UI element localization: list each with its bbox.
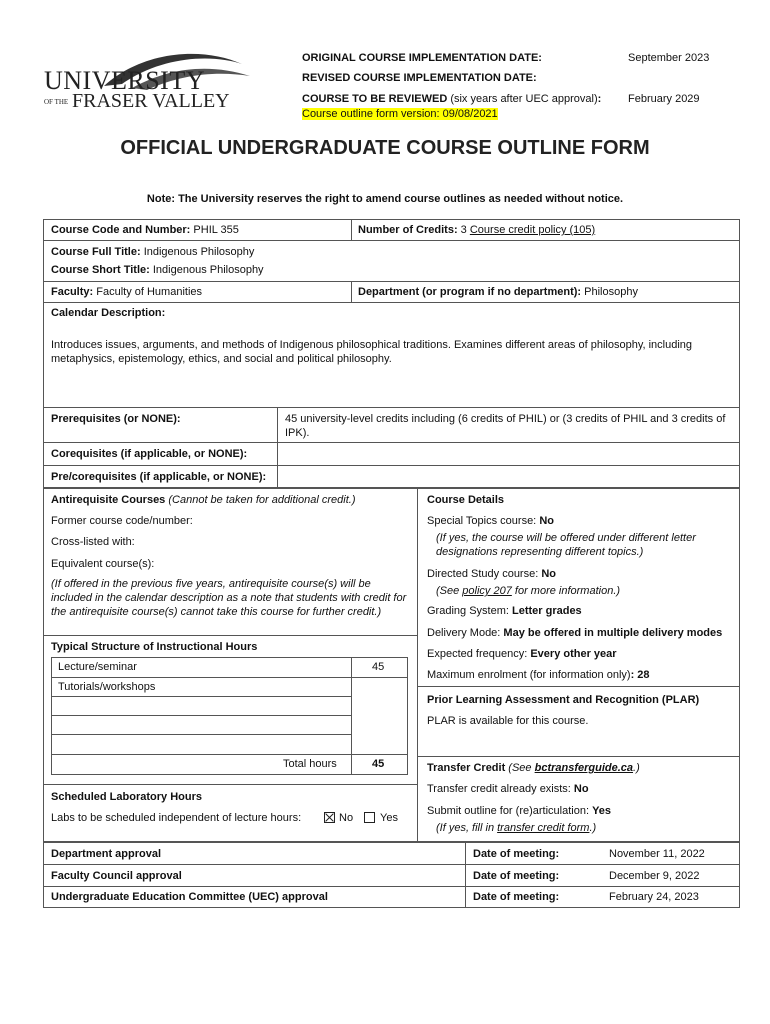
policy-207-link[interactable]: policy 207 xyxy=(462,585,512,597)
review-date-label: COURSE TO BE REVIEWED (six years after UEC approval): xyxy=(302,93,602,105)
transfer-credit-heading: Transfer Credit (See bctransferguide.ca.) xyxy=(427,762,640,774)
credit-policy-link[interactable]: Course credit policy (105) xyxy=(469,224,596,236)
page-title: OFFICIAL UNDERGRADUATE COURSE OUTLINE FORM xyxy=(120,137,650,159)
hours-row-value: 45 xyxy=(372,661,385,673)
approval-label: Undergraduate Education Committee (UEC) approval xyxy=(51,891,328,903)
lab-yes-checkbox[interactable] xyxy=(364,812,375,823)
original-date-value: September 2023 xyxy=(628,52,710,64)
bctransferguide-link[interactable]: bctransferguide.ca xyxy=(534,762,634,774)
lab-no-label: No xyxy=(339,812,354,824)
equivalent-course-label: Equivalent course(s): xyxy=(51,558,155,570)
meeting-date-label: Date of meeting: xyxy=(473,848,560,860)
plar-heading: Prior Learning Assessment and Recognition (PLAR) xyxy=(427,694,700,706)
revised-date-label: REVISED COURSE IMPLEMENTATION DATE: xyxy=(302,72,537,84)
lab-yes-label: Yes xyxy=(380,812,398,824)
course-full-title: Course Full Title: Indigenous Philosophy xyxy=(51,246,255,258)
credits: Number of Credits: 3 Course credit policy (105) xyxy=(358,224,596,236)
calendar-description-label: Calendar Description: xyxy=(51,307,166,319)
faculty: Faculty: Faculty of Humanities xyxy=(51,286,203,298)
pre-corequisites-label: Pre/corequisites (if applicable, or NONE): xyxy=(51,471,267,483)
department: Department (or program if no department): Philosophy xyxy=(358,286,638,298)
total-hours-value: 45 xyxy=(372,758,385,770)
course-code: Course Code and Number: PHIL 355 xyxy=(51,224,239,236)
meeting-date-label: Date of meeting: xyxy=(473,870,560,882)
logo-fraser-valley-text: FRASER VALLEY xyxy=(72,90,230,112)
amendment-note: Note: The University reserves the right to amend course outlines as needed without notice. xyxy=(146,193,624,205)
directed-study-note: (See policy 207 for more information.) xyxy=(436,585,621,597)
special-topics-note: (If yes, the course will be offered under different letter designations representing different topics.) xyxy=(436,532,696,558)
transfer-exists: Transfer credit already exists: No xyxy=(427,783,589,795)
expected-frequency: Expected frequency: Every other year xyxy=(427,648,617,660)
meeting-date-value: November 11, 2022 xyxy=(609,848,705,860)
grading-system: Grading System: Letter grades xyxy=(427,605,582,617)
logo-of-the-text: OF THE xyxy=(44,98,69,106)
meeting-date-value: February 24, 2023 xyxy=(609,891,699,903)
lab-question: Labs to be scheduled independent of lecture hours: xyxy=(51,812,302,824)
course-details-heading: Course Details xyxy=(427,494,505,506)
delivery-mode: Delivery Mode: May be offered in multiple delivery modes xyxy=(427,627,723,639)
special-topics: Special Topics course: No xyxy=(427,515,554,527)
antirequisite-note: (If offered in the previous five years, antirequisite course(s) will be included in the calendar description as a note that students with credit for the antirequisite course(s) cannot take this course for further credit.) xyxy=(51,578,407,618)
lab-hours-heading: Scheduled Laboratory Hours xyxy=(51,791,202,803)
calendar-description-text: Introduces issues, arguments, and methods of Indigenous philosophical traditions. Examines different areas of philosophy, including metaphysics, epistemology, ethics, and social and political philosophy. xyxy=(51,339,693,365)
total-hours-label: Total hours xyxy=(283,758,337,770)
maximum-enrolment: Maximum enrolment (for information only): 28 xyxy=(427,669,650,681)
form-version: Course outline form version: 09/08/2021 xyxy=(302,108,498,120)
hours-row-label: Tutorials/workshops xyxy=(58,681,156,693)
submit-outline-note: (If yes, fill in transfer credit form.) xyxy=(436,822,597,834)
original-date-label: ORIGINAL COURSE IMPLEMENTATION DATE: xyxy=(302,52,542,64)
meeting-date-label: Date of meeting: xyxy=(473,891,560,903)
lab-no-checkbox[interactable] xyxy=(324,812,335,823)
hours-table xyxy=(51,657,408,775)
transfer-credit-form-link[interactable]: transfer credit form xyxy=(497,822,590,834)
meeting-date-value: December 9, 2022 xyxy=(609,870,700,882)
plar-text: PLAR is available for this course. xyxy=(427,715,589,727)
instructional-hours-heading: Typical Structure of Instructional Hours xyxy=(51,641,258,653)
corequisites-label: Corequisites (if applicable, or NONE): xyxy=(51,448,248,460)
review-date-value: February 2029 xyxy=(628,93,700,105)
university-logo xyxy=(42,46,252,121)
approval-label: Faculty Council approval xyxy=(51,870,182,882)
submit-outline: Submit outline for (re)articulation: Yes xyxy=(427,805,612,817)
directed-study: Directed Study course: No xyxy=(427,568,557,580)
cross-listed-label: Cross-listed with: xyxy=(51,536,135,548)
former-course-label: Former course code/number: xyxy=(51,515,193,527)
antirequisite-heading: Antirequisite Courses (Cannot be taken for additional credit.) xyxy=(51,494,356,506)
course-short-title: Course Short Title: Indigenous Philosophy xyxy=(51,264,264,276)
hours-row-label: Lecture/seminar xyxy=(58,661,137,673)
prerequisites-value: 45 university-level credits including (6 credits of PHIL) or (3 credits of PHIL and 3 credits of IPK). xyxy=(285,413,726,439)
logo-university-text: UNIVERSITY xyxy=(44,66,205,95)
prerequisites-label: Prerequisites (or NONE): xyxy=(51,413,181,425)
approval-label: Department approval xyxy=(51,848,162,860)
